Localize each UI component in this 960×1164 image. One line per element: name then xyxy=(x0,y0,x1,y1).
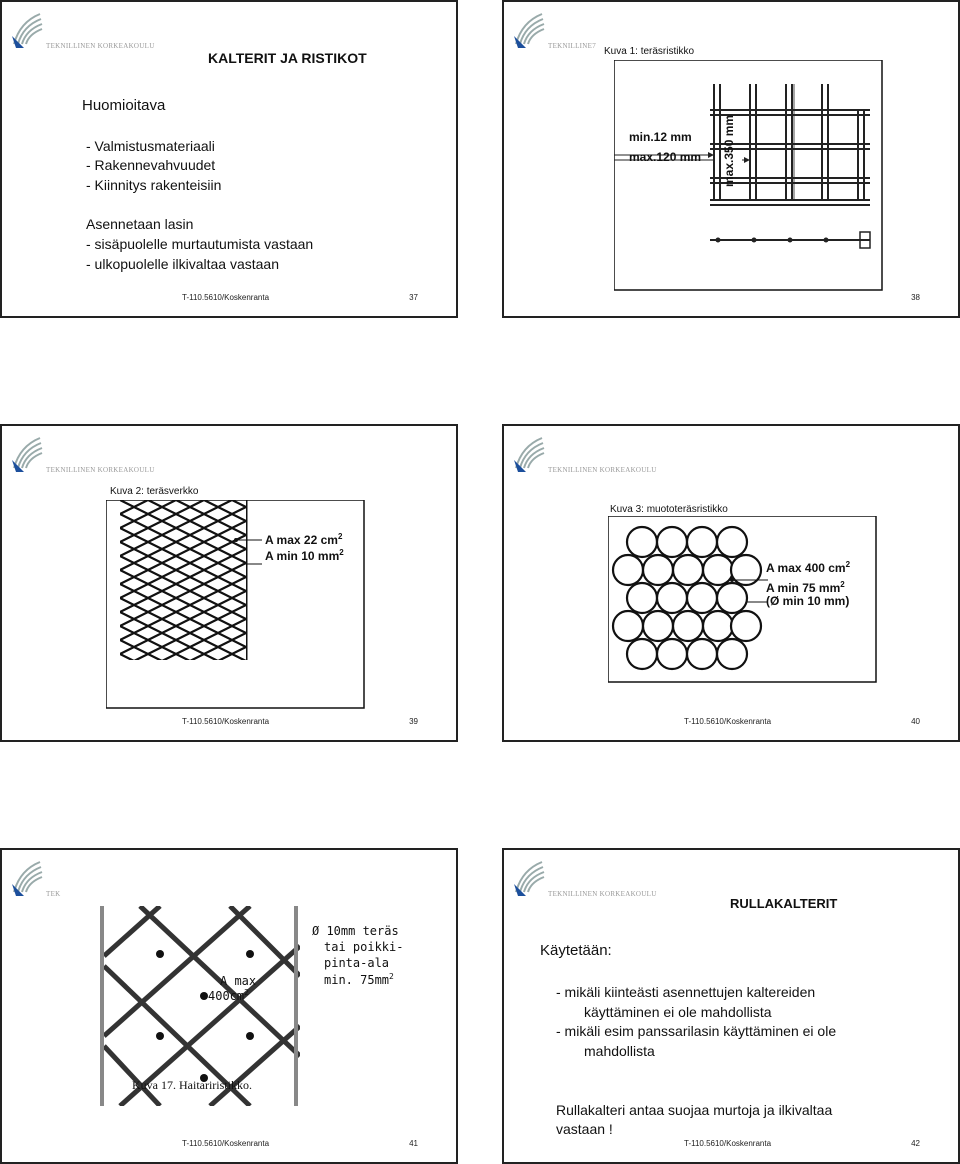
dimension-label: max.120 mm xyxy=(629,150,702,164)
text-line: - ulkopuolelle ilkivaltaa vastaan xyxy=(86,256,279,272)
slide-heading: Huomioitava xyxy=(82,97,166,114)
area-label-text: A max 22 cm xyxy=(265,533,338,547)
page-number: 39 xyxy=(409,717,418,726)
slide-39 xyxy=(0,424,458,742)
text-line: Asennetaan lasin xyxy=(86,216,194,232)
area-label: (Ø min 10 mm) xyxy=(766,594,850,608)
figure-caption: Kuva 1: teräsristikko xyxy=(604,46,695,57)
area-label xyxy=(265,548,344,563)
text-line: - sisäpuolelle murtautumista vastaan xyxy=(86,236,314,252)
tkk-logo-icon xyxy=(512,10,546,50)
note-text: 400cm xyxy=(208,989,245,1003)
page-number: 41 xyxy=(409,1139,418,1148)
steel-grid-figure xyxy=(614,60,884,292)
tkk-logo-icon xyxy=(10,434,44,474)
figure-caption: Kuva 3: muototeräsristikko xyxy=(610,504,728,515)
tkk-logo-icon xyxy=(10,10,44,50)
superscript: 2 xyxy=(339,548,344,557)
school-name: TEKNILLINEN KORKEAKOULU xyxy=(548,890,657,898)
footer-author: T-110.5610/Koskenranta xyxy=(684,1139,772,1148)
slide-42 xyxy=(502,848,960,1164)
superscript: 2 xyxy=(244,988,249,997)
page-number: 42 xyxy=(911,1139,920,1148)
slide-41 xyxy=(0,848,458,1164)
slide-38 xyxy=(502,0,960,318)
handwritten-note: Ø 10mm teräs xyxy=(312,924,399,938)
school-name: TEKNILLINEN KORKEAKOULU xyxy=(46,466,155,474)
handwritten-note: pinta-ala xyxy=(324,956,390,970)
school-name: TEKNILLINE7 xyxy=(548,42,597,50)
footer-author: T-110.5610/Koskenranta xyxy=(684,717,772,726)
figure-caption: Kuva 2: teräsverkko xyxy=(110,486,199,497)
slide-heading: Käytetään: xyxy=(540,942,612,959)
handwritten-note xyxy=(324,972,394,987)
school-name: TEKNILLINEN KORKEAKOULU xyxy=(548,466,657,474)
superscript: 2 xyxy=(840,580,845,589)
footer-author: T-110.5610/Koskenranta xyxy=(182,1139,270,1148)
tkk-logo-icon xyxy=(10,858,44,898)
slide-37 xyxy=(0,0,458,318)
text-line: käyttäminen ei ole mahdollista xyxy=(584,1004,772,1020)
area-label-text: A min 75 mm xyxy=(766,581,841,595)
area-label-text: A min 10 mm xyxy=(265,549,340,563)
list-item: - Rakennevahvuudet xyxy=(86,157,216,173)
handwritten-note: A max xyxy=(220,974,257,988)
dimension-label: min.12 mm xyxy=(629,130,692,144)
superscript: 2 xyxy=(845,560,851,569)
accordion-grille-figure xyxy=(100,906,300,1106)
dimension-label: max.350 mm xyxy=(722,114,736,187)
school-name: TEK xyxy=(46,890,61,898)
closing-text: vastaan ! xyxy=(556,1121,613,1137)
text-line: mahdollista xyxy=(584,1043,655,1059)
slide-title: RULLAKALTERIT xyxy=(730,896,838,911)
handwritten-note: tai poikki- xyxy=(324,940,404,954)
figure-caption: Kuva 17. Haitariristikko. xyxy=(132,1078,252,1092)
superscript: 2 xyxy=(389,972,394,981)
page-number: 37 xyxy=(409,293,418,302)
superscript: 2 xyxy=(337,532,343,541)
footer-author: T-110.5610/Koskenranta xyxy=(182,293,270,302)
note-text: min. 75mm xyxy=(324,973,390,987)
closing-text: Rullakalteri antaa suojaa murtoja ja ilkivaltaa xyxy=(556,1102,833,1118)
area-label xyxy=(766,560,850,575)
list-item: - Kiinnitys rakenteisiin xyxy=(86,177,222,193)
slide-40 xyxy=(502,424,960,742)
area-label xyxy=(265,532,342,547)
handwritten-note xyxy=(208,988,249,1003)
footer-author: T-110.5610/Koskenranta xyxy=(182,717,270,726)
area-label xyxy=(766,580,845,595)
tkk-logo-icon xyxy=(512,858,546,898)
page-number: 38 xyxy=(911,293,920,302)
tkk-logo-icon xyxy=(512,434,546,474)
area-label-text: A max 400 cm xyxy=(766,561,846,575)
text-line: - mikäli esim panssarilasin käyttäminen ei ole xyxy=(556,1023,837,1039)
school-name: TEKNILLINEN KORKEAKOULU xyxy=(46,42,155,50)
text-line: - mikäli kiinteästi asennettujen kaltereiden xyxy=(556,984,816,1000)
list-item: - Valmistusmateriaali xyxy=(86,138,215,154)
page-number: 40 xyxy=(911,717,920,726)
slide-title: KALTERIT JA RISTIKOT xyxy=(208,50,367,66)
